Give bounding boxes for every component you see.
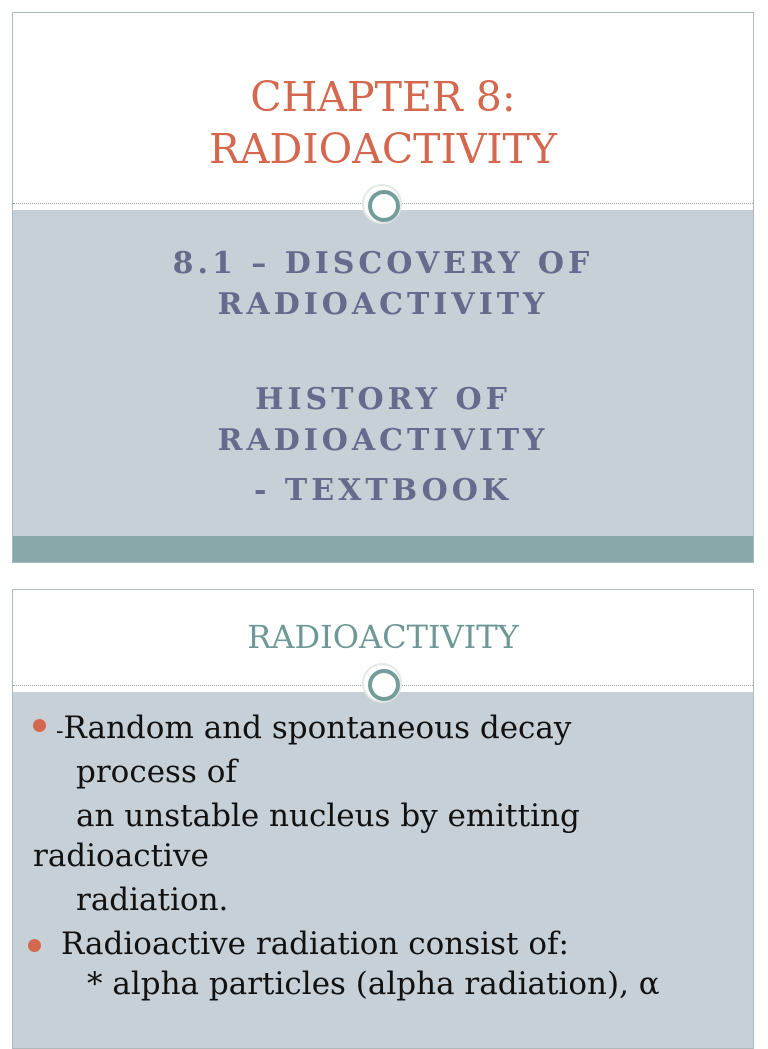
slide-1-bottom-band xyxy=(13,536,753,562)
bullet-1-line-4: radioactive xyxy=(33,838,209,874)
slide-2 xyxy=(12,589,754,1049)
bullet-1-line-3: an unstable nucleus by emitting xyxy=(76,798,580,834)
divider-circle-icon xyxy=(362,663,402,703)
bullet-1-line-2: process of xyxy=(76,754,237,790)
subtitle-line-5: - TEXTBOOK xyxy=(254,473,512,508)
bullet-1-continuation xyxy=(33,796,733,836)
subtitle-line-4: RADIOACTIVITY xyxy=(217,423,549,458)
bullet-item-1 xyxy=(33,708,733,792)
bullet-2-sub-item xyxy=(33,964,733,1004)
subtitle-section-heading xyxy=(13,243,753,325)
bullet-1-line-5: radiation. xyxy=(76,882,229,918)
bullet-2-sub-1: * alpha particles (alpha radiation), α xyxy=(87,966,660,1002)
bullet-item-2 xyxy=(33,924,733,964)
slide-1-title-area xyxy=(13,13,753,203)
bullet-1-continuation-2 xyxy=(33,836,733,876)
bullet-1-line-1: Random and spontaneous decay xyxy=(63,710,572,746)
slide-1 xyxy=(12,12,754,563)
subtitle-history xyxy=(13,379,753,461)
slide-2-title: RADIOACTIVITY xyxy=(247,618,519,656)
subtitle-line-1: 8.1 – DISCOVERY OF xyxy=(172,246,594,281)
subtitle-line-3: HISTORY OF xyxy=(255,382,511,417)
bullet-1-continuation-3 xyxy=(33,880,733,920)
bullet-dash: - xyxy=(56,719,64,744)
bullet-list xyxy=(33,708,733,1004)
title-line-1: CHAPTER 8: xyxy=(250,73,516,121)
title-line-2: RADIOACTIVITY xyxy=(209,125,557,173)
bullet-dot-icon xyxy=(33,719,46,732)
slide-1-title xyxy=(13,13,753,175)
divider-circle-icon xyxy=(362,184,402,224)
bullet-2-text: Radioactive radiation consist of: xyxy=(61,926,569,962)
bullet-dot-icon xyxy=(28,939,41,952)
subtitle-textbook xyxy=(13,470,753,511)
subtitle-line-2: RADIOACTIVITY xyxy=(217,287,549,322)
